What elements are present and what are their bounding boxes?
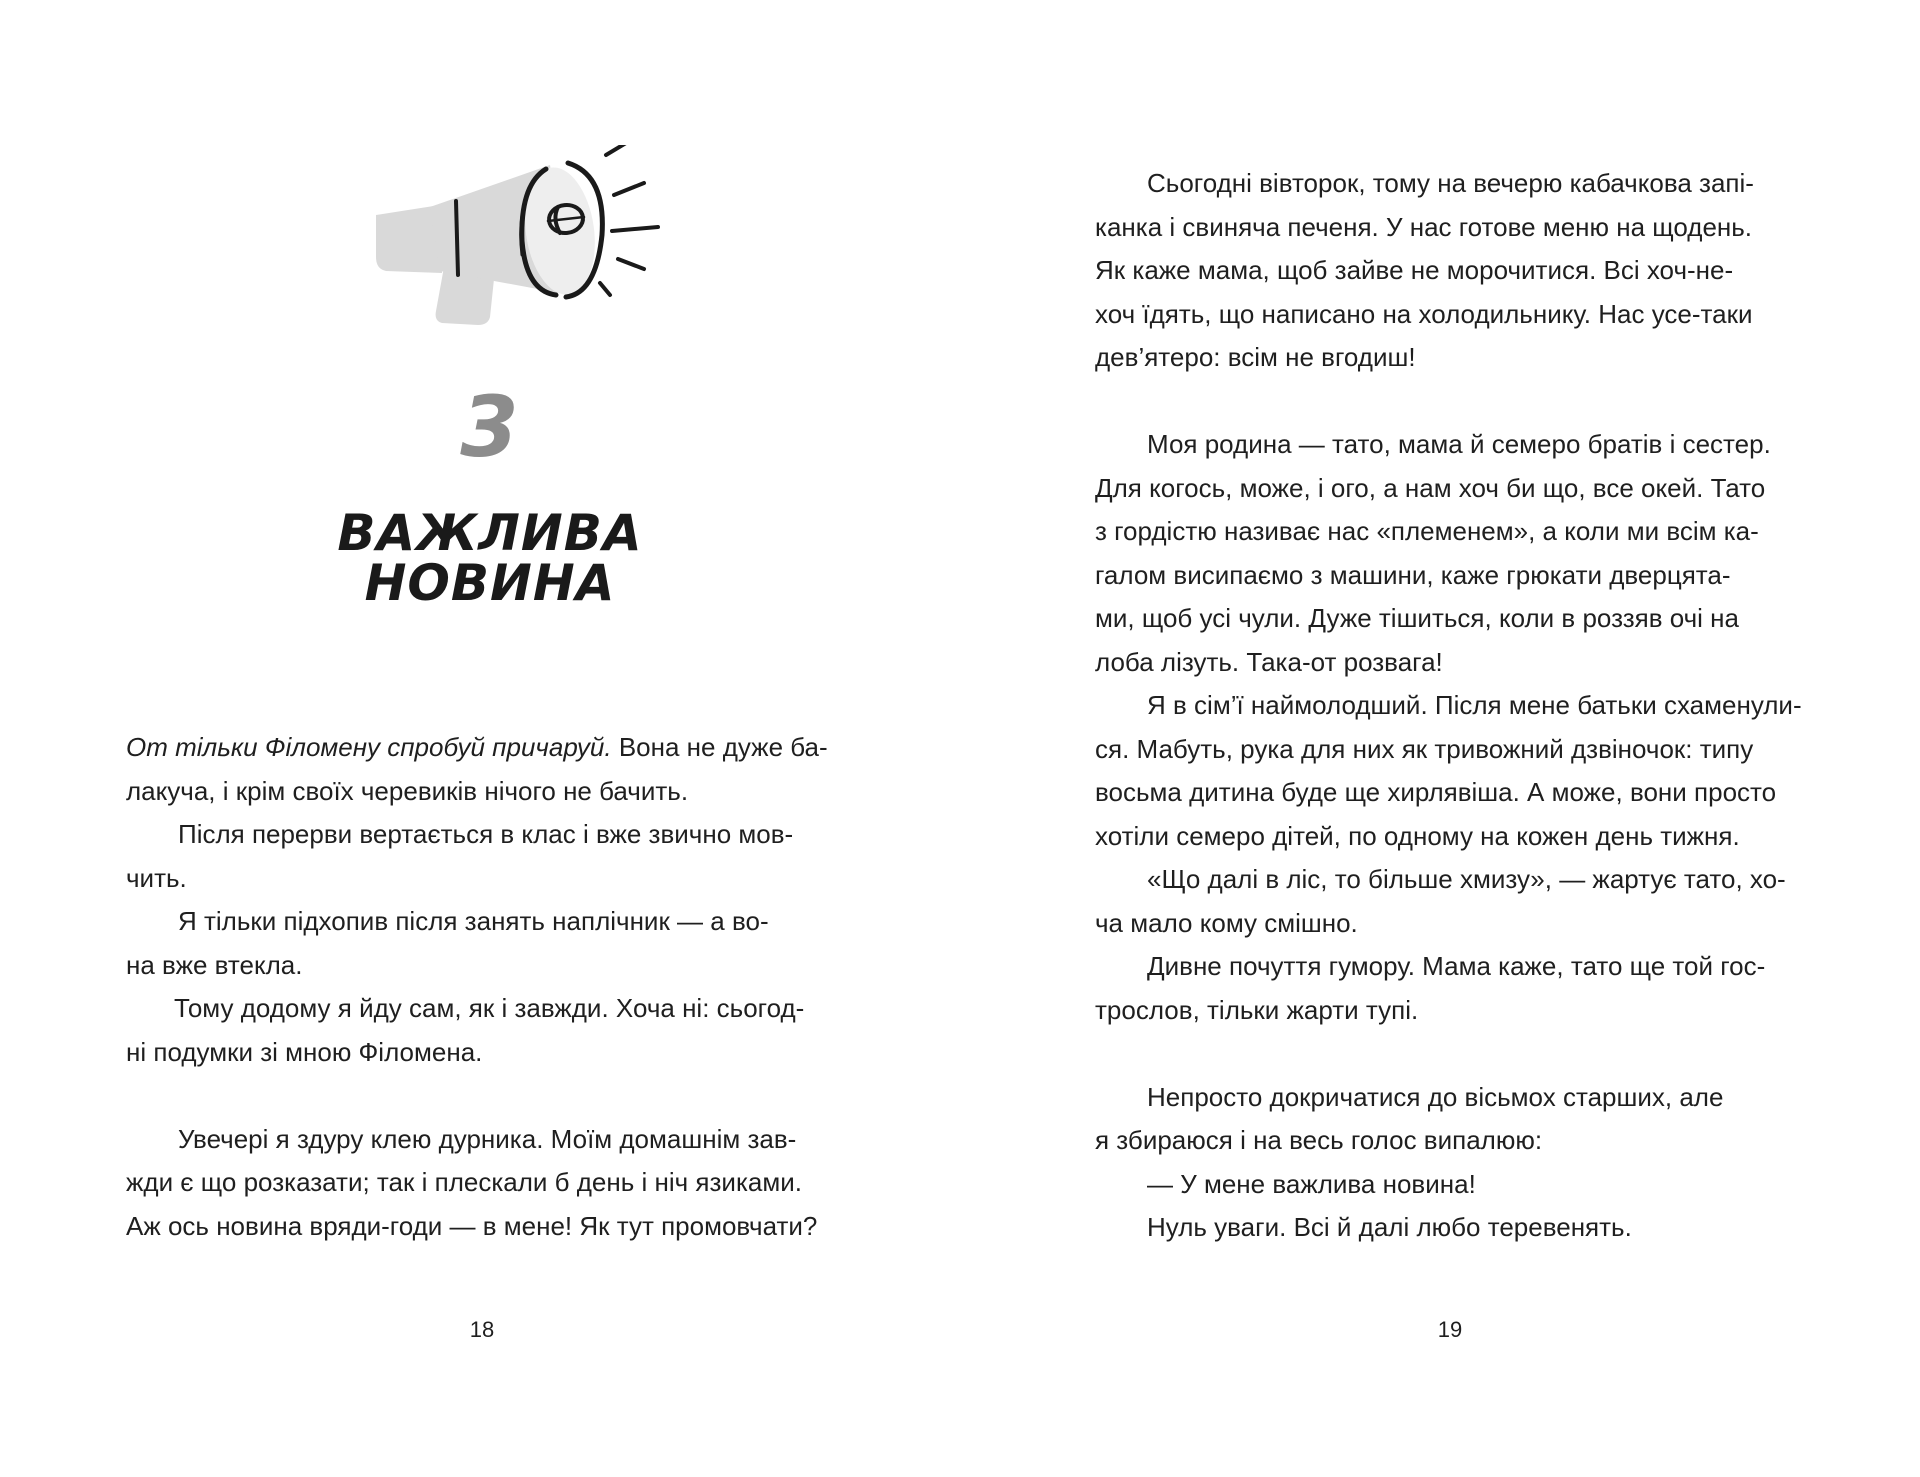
- text-line: [126, 726, 866, 770]
- text-line: жди є що розказати; так і плескали б день і ніч язиками.: [126, 1167, 802, 1197]
- text-line: Нуль уваги. Всі й далі любо теревенять.: [1147, 1212, 1632, 1242]
- text-line: Непросто докричатися до вісьмох старших, але: [1147, 1081, 1724, 1112]
- text-line: галом висипаємо з машини, каже грюкати дверцята-: [1095, 559, 1731, 590]
- text-line: лакуча, і крім своїх черевиків нічого не бачить.: [126, 775, 689, 806]
- text-line: Увечері я здуру клею дурника. Моїм домашнім зав-: [178, 1123, 797, 1154]
- text-line: восьма дитина буде ще хирлявіша. А може, вони просто: [1095, 777, 1777, 807]
- paragraph-gap: [126, 1074, 866, 1118]
- text-line: Моя родина — тато, мама й семеро братів і сестер.: [1147, 429, 1771, 459]
- text-line: Я в сім’ї наймолодший. Після мене батьки схаменули-: [1147, 690, 1802, 720]
- text-line: Для когось, може, і ого, а нам хоч би що, все окей. Тато: [1095, 472, 1766, 503]
- text-line: Дивне почуття гумору. Мама каже, тато ще той гос-: [1147, 951, 1766, 981]
- text-line: Сьогодні вівторок, тому на вечерю кабачкова запі-: [1147, 168, 1754, 198]
- text-line: чить.: [126, 862, 187, 893]
- text-line: ся. Мабуть, рука для них як тривожний дзвіночок: типу: [1095, 733, 1754, 764]
- text-line: я збираюся і на весь голос випалюю:: [1095, 1125, 1543, 1155]
- text-line: ми, щоб усі чули. Дуже тішиться, коли в роззяв очі на: [1095, 603, 1739, 633]
- text-run: Вона не дуже ба-: [611, 732, 828, 762]
- text-line: Тому додому я йду сам, як і завжди. Хоча ні: сьогод-: [174, 993, 805, 1023]
- text-line: — У мене важлива новина!: [1147, 1168, 1476, 1199]
- text-line: ні подумки зі мною Філомена.: [126, 1036, 483, 1067]
- chapter-number: 3: [460, 378, 520, 476]
- text-line: з гордістю називає нас «племенем», а коли ми всім ка-: [1095, 516, 1759, 546]
- left-body-text: [126, 726, 866, 1248]
- text-line: «Що далі в ліс, то більше хмизу», — жартує тато, хо-: [1147, 864, 1786, 894]
- paragraph-gap: [1095, 380, 1835, 424]
- text-line: канка і свиняча печеня. У нас готове меню на щодень.: [1095, 211, 1753, 242]
- text-line: Я тільки підхопив після занять наплічник — а во-: [178, 906, 769, 936]
- text-line: хоч їдять, що написано на холодильнику. Нас усе-таки: [1095, 298, 1753, 329]
- text-line: Як каже мама, щоб зайве не морочитися. Всі хоч-не-: [1095, 255, 1734, 285]
- text-line: трослов, тільки жарти тупі.: [1095, 994, 1419, 1025]
- text-line: лоба лізуть. Така-от розвага!: [1095, 646, 1443, 677]
- italic-run: От тільки Філомену спробуй причаруй.: [126, 732, 612, 762]
- text-line: Після перерви вертається в клас і вже звично мов-: [178, 819, 794, 849]
- text-line: ча мало кому смішно.: [1095, 907, 1358, 938]
- text-line: хотіли семеро дітей, по одному на кожен день тижня.: [1095, 820, 1740, 851]
- text-line: Аж ось новина вряди-годи — в мене! Як тут промовчати?: [126, 1210, 818, 1241]
- right-body-text: [1095, 162, 1835, 1250]
- paragraph-gap: [1095, 1032, 1835, 1076]
- text-line: дев’ятеро: всім не вгодиш!: [1095, 342, 1416, 372]
- text-line: на вже втекла.: [126, 949, 303, 980]
- page-number: 19: [1437, 1317, 1463, 1342]
- megaphone-icon: [370, 145, 730, 345]
- chapter-title: ВАЖЛИВА НОВИНА: [337, 504, 643, 612]
- page-number: 18: [469, 1317, 495, 1342]
